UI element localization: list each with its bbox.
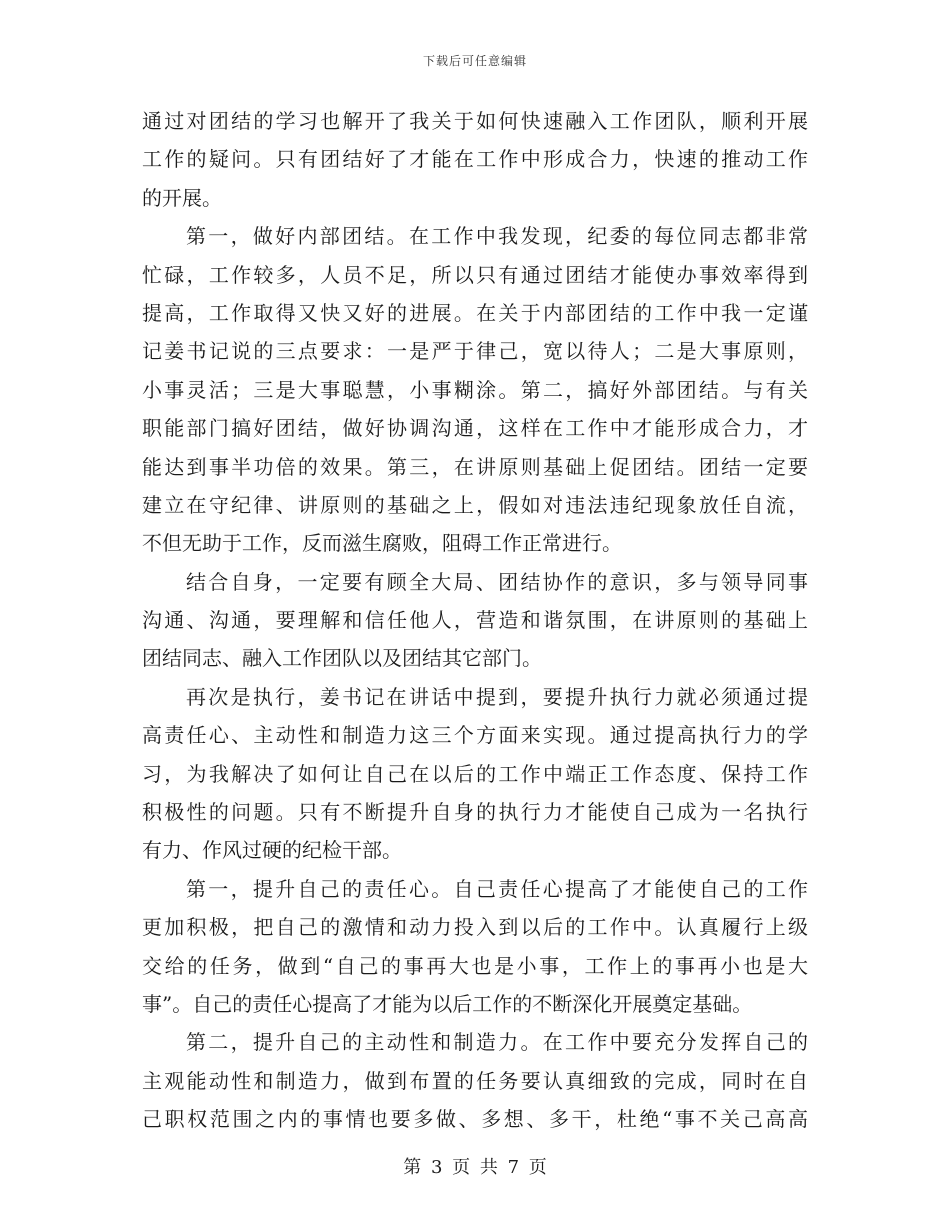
paragraph <box>142 678 808 870</box>
text-line: 交给的任务，做到“自己的事再大也是小事，工作上的事再小也是大 <box>142 953 808 978</box>
text-line: 忙碌，工作较多，人员不足，所以只有通过团结才能使办事效率得到 <box>142 262 808 287</box>
text-line: 更加积极，把自己的激情和动力投入到以后的工作中。认真履行上级 <box>142 915 808 940</box>
text-line: 习，为我解决了如何让自己在以后的工作中端正工作态度、保持工作 <box>142 761 808 786</box>
paragraph <box>142 217 808 563</box>
text-line: 第一，提升自己的责任心。自己责任心提高了才能使自己的工作 <box>186 876 808 901</box>
text-line: 通过对团结的学习也解开了我关于如何快速融入工作团队，顺利开展 <box>142 109 808 133</box>
text-line: 己职权范围之内的事情也要多做、多想、多干，杜绝“事不关己高高 <box>142 1107 808 1132</box>
text-line: 第一，做好内部团结。在工作中我发现，纪委的每位同志都非常 <box>186 224 808 249</box>
text-line: 有力、作风过硬的纪检干部。 <box>142 838 402 863</box>
text-line: 主观能动性和制造力，做到布置的任务要认真细致的完成，同时在自 <box>142 1068 808 1093</box>
text-line: 高责任心、主动性和制造力这三个方面来实现。通过提高执行力的学 <box>142 723 808 748</box>
text-line: 记姜书记说的三点要求：一是严于律己，宽以待人；二是大事原则， <box>142 339 808 364</box>
text-line: 第二，提升自己的主动性和制造力。在工作中要充分发挥自己的 <box>186 1030 808 1055</box>
paragraph <box>142 102 808 217</box>
text-line: 小事灵活；三是大事聪慧，小事糊涂。第二，搞好外部团结。与有关 <box>142 377 808 402</box>
text-line: 提高，工作取得又快又好的进展。在关于内部团结的工作中我一定谨 <box>142 300 808 325</box>
text-line: 结合自身，一定要有顾全大局、团结协作的意识，多与领导同事 <box>186 569 808 594</box>
paragraph <box>142 870 808 1024</box>
text-line: 工作的疑问。只有团结好了才能在工作中形成合力，快速的推动工作 <box>142 147 808 172</box>
text-line: 不但无助于工作，反而滋生腐败，阻碍工作正常进行。 <box>142 531 622 556</box>
page-number: 第 3 页 共 7 页 <box>403 1157 547 1178</box>
text-line: 再次是执行，姜书记在讲话中提到，要提升执行力就必须通过提 <box>186 684 808 709</box>
text-line: 职能部门搞好团结，做好协调沟通，这样在工作中才能形成合力，才 <box>142 416 808 441</box>
document-body <box>142 102 808 1139</box>
text-line: 沟通、沟通，要理解和信任他人，营造和谐氛围，在讲原则的基础上 <box>142 608 808 633</box>
text-line: 积极性的问题。只有不断提升自身的执行力才能使自己成为一名执行 <box>142 800 808 825</box>
text-line: 建立在守纪律、讲原则的基础之上，假如对违法违纪现象放任自流， <box>142 492 808 517</box>
text-line: 事”。自己的责任心提高了才能为以后工作的不断深化开展奠定基础。 <box>142 991 753 1016</box>
text-line: 的开展。 <box>142 185 222 210</box>
paragraph <box>142 1023 808 1138</box>
header-note: 下载后可任意编辑 <box>422 54 527 68</box>
text-line: 团结同志、融入工作团队以及团结其它部门。 <box>142 646 542 671</box>
text-line: 能达到事半功倍的效果。第三，在讲原则基础上促团结。团结一定要 <box>142 454 808 479</box>
paragraph <box>142 563 808 678</box>
